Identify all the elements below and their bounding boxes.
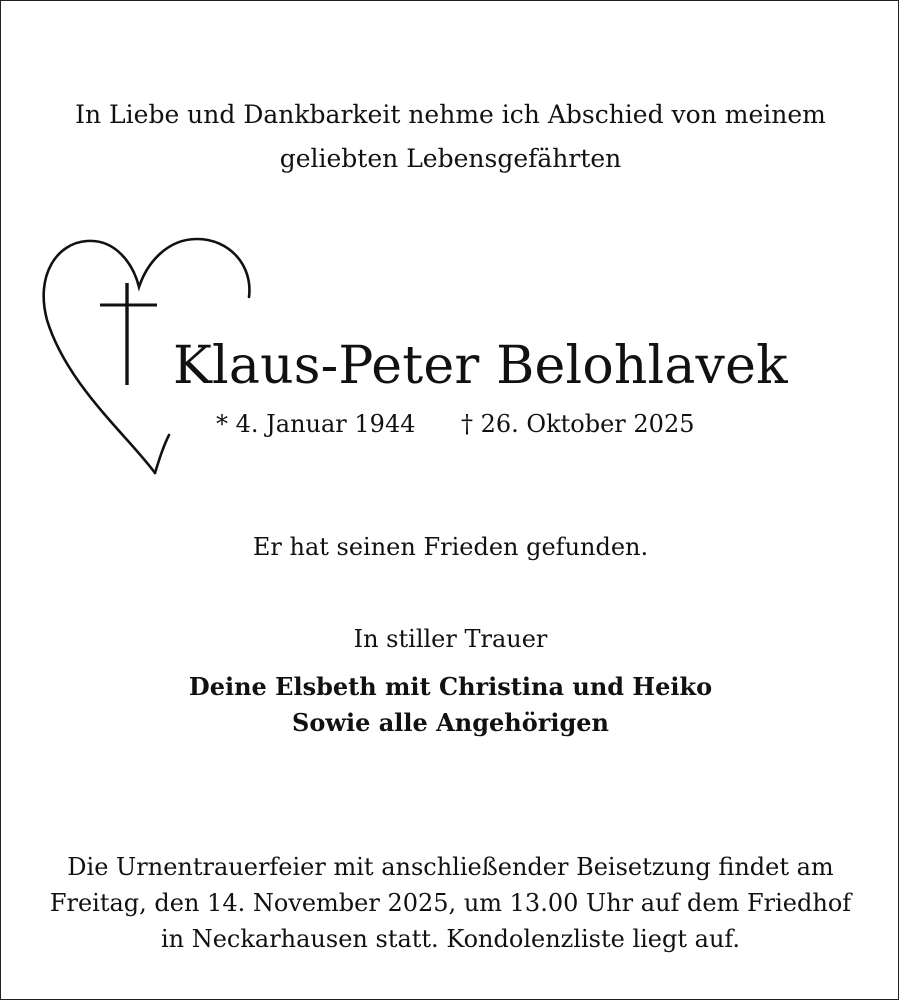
notice-line-2: Freitag, den 14. November 2025, um 13.00 Uhr auf dem Friedhof	[49, 889, 852, 917]
funeral-notice	[1, 849, 899, 957]
deceased-name: Klaus-Peter Belohlavek	[173, 336, 788, 396]
mourning-line: In stiller Trauer	[353, 625, 548, 653]
intro-line-1: In Liebe und Dankbarkeit nehme ich Abschied von meinem	[75, 100, 826, 129]
family-signature	[1, 669, 899, 741]
peace-line: Er hat seinen Frieden gefunden.	[252, 533, 649, 561]
family-line-1: Deine Elsbeth mit Christina und Heiko	[188, 672, 713, 701]
intro-line-2: geliebten Lebensgefährten	[279, 144, 622, 173]
notice-line-3: in Neckarhausen statt. Kondolenzliste liegt auf.	[160, 925, 741, 953]
notice-line-1: Die Urnentrauerfeier mit anschließender Beisetzung findet am	[67, 853, 834, 881]
family-line-2: Sowie alle Angehörigen	[292, 708, 609, 737]
intro-text	[1, 93, 899, 181]
birth-date: * 4. Januar 1944	[216, 410, 416, 438]
death-date: † 26. Oktober 2025	[461, 410, 695, 438]
